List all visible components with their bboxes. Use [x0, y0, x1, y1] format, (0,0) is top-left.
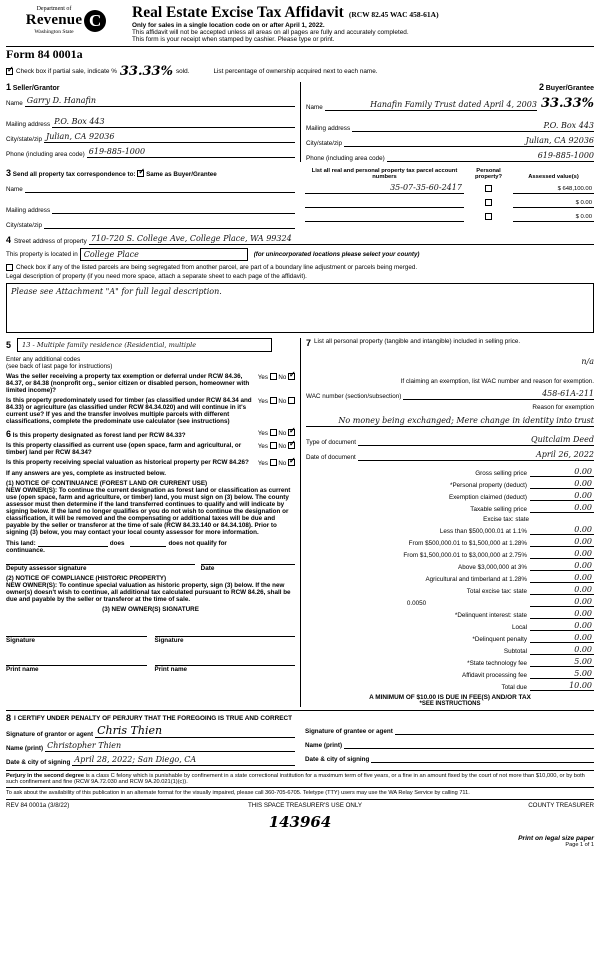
- header-sub1: Only for sales in a single location code on or after April 1, 2022.: [132, 22, 325, 29]
- current-use-question: Is this property classified as current use (open space, farm and agricultural, or timber) land per RCW 84.34?: [6, 442, 242, 456]
- stamp-number: 143964: [268, 813, 332, 831]
- grantee-date-value[interactable]: [371, 752, 594, 763]
- new-owner-signature-2[interactable]: Signature: [155, 623, 296, 644]
- doc-date-value[interactable]: April 26, 2022: [358, 450, 594, 461]
- personal-col-header: Personal property?: [474, 168, 503, 180]
- section-personal-property: [300, 338, 594, 707]
- not-qualify-label[interactable]: does not qualify for: [168, 540, 227, 547]
- personal-checkbox-1[interactable]: [464, 194, 513, 208]
- buyer-phone-label: Phone (including area code): [306, 155, 385, 162]
- section3-lead: Send all property tax correspondence to:: [12, 171, 136, 178]
- doc-type-label: Type of document: [306, 439, 357, 446]
- buyer-mailing-label: Mailing address: [306, 125, 351, 132]
- this-land-label: This land:: [6, 540, 36, 547]
- treasurer-use-label: THIS SPACE TREASURER'S USE ONLY: [248, 802, 362, 809]
- notice-continuance-title: (1) NOTICE OF CONTINUANCE (FOREST LAND OR CURRENT USE): [6, 480, 208, 487]
- timber-ag-answer[interactable]: Yes No: [258, 397, 295, 405]
- notice-compliance-title: (2) NOTICE OF COMPLIANCE (HISTORIC PROPERTY): [6, 575, 167, 582]
- rate-tier-0-value[interactable]: 0.00: [530, 525, 594, 535]
- parcel-col-header: List all real and personal property tax parcel account numbers: [311, 168, 458, 180]
- personal-checkbox-2[interactable]: [464, 208, 513, 222]
- total-excise-state-label: Total excise tax: state: [466, 588, 527, 595]
- delinquent-interest-state-value[interactable]: 0.00: [530, 609, 594, 619]
- dept-line1: Department of: [36, 6, 72, 12]
- section4-number: 4: [6, 235, 12, 245]
- personal-property-value[interactable]: n/a: [581, 357, 594, 366]
- see-instructions-note: *SEE INSTRUCTIONS: [419, 701, 481, 707]
- corr-mailing-value[interactable]: [52, 203, 295, 214]
- exemption-claimed-label: Exemption claimed (deduct): [448, 494, 527, 501]
- additional-codes-label: Enter any additional codes: [6, 356, 81, 363]
- header-sub2: This affidavit will not be accepted unless all areas on all pages are fully and accurately completed.: [132, 29, 409, 36]
- personal-property-deduct-label: *Personal property (deduct): [449, 482, 527, 489]
- page-number: Page 1 of 1: [565, 842, 594, 848]
- partial-sale-checkbox[interactable]: [6, 68, 13, 75]
- seller-phone-label: Phone (including area code): [6, 151, 85, 158]
- perjury-title: Perjury in the second degree: [6, 773, 85, 779]
- rate-tier-2-value[interactable]: 0.00: [530, 549, 594, 559]
- partial-sale-percent: 33.33%: [119, 64, 173, 79]
- parcel-number-2[interactable]: [305, 208, 464, 222]
- section-land-use: [6, 338, 300, 707]
- rate-tier-3-value[interactable]: 0.00: [530, 561, 594, 571]
- if-any-yes-note: If any answers are yes, complete as instructed below.: [6, 470, 167, 477]
- grantor-date-value[interactable]: April 28, 2022; San Diego, CA: [72, 755, 295, 766]
- perjury-notice: [6, 770, 594, 788]
- land-use-code[interactable]: 13 - Multiple family residence (Residential, multiple: [17, 338, 272, 352]
- new-owner-signature-title: (3) NEW OWNER(S) SIGNATURE: [102, 606, 199, 613]
- ada-notice: To ask about the availability of this publication in an alternate format for the visually impaired, please call 360-705-6705. Teletype (TTY) users may use the WA Relay Service by calling 711.: [6, 790, 470, 796]
- total-excise-state-value[interactable]: 0.00: [530, 585, 594, 595]
- grantor-signature-field[interactable]: [95, 724, 295, 738]
- legal-size-note: Print on legal size paper: [518, 835, 594, 842]
- corr-citystate-label: City/state/zip: [6, 222, 43, 229]
- form-number: Form 84 0001a: [6, 47, 83, 61]
- street-address-value[interactable]: 710-720 S. College Ave, College Place, WA 99324: [89, 234, 594, 245]
- deputy-assessor-date[interactable]: Date: [201, 564, 295, 572]
- same-as-buyer-checkbox[interactable]: [137, 170, 144, 177]
- current-use-answer[interactable]: Yes No ✓: [258, 442, 295, 450]
- dept-line3: Washington State: [34, 29, 74, 35]
- affidavit-processing-fee-value[interactable]: 5.00: [530, 669, 594, 679]
- rate-tier-2-label: From $1,500,000.01 to $3,000,000 at 2.75%: [403, 552, 527, 559]
- legal-description-value: Please see Attachment "A" for full legal description.: [11, 287, 222, 296]
- rate-tier-4-value[interactable]: 0.00: [530, 573, 594, 583]
- footer-bar: [6, 799, 594, 809]
- certify-statement: I CERTIFY UNDER PENALTY OF PERJURY THAT THE FOREGOING IS TRUE AND CORRECT: [14, 714, 293, 722]
- partial-sale-row: [6, 64, 594, 79]
- excise-tax-state-header: Excise tax: state: [483, 516, 529, 523]
- buyer-name-label: Name: [306, 104, 323, 111]
- gross-selling-price-label: Gross selling price: [475, 470, 527, 477]
- grantee-signature-label: Signature of grantee or agent: [305, 728, 393, 735]
- assessed-value-0[interactable]: $ 648,100.00: [513, 180, 594, 194]
- section5-number: 5: [6, 340, 12, 350]
- grantor-printname-value[interactable]: Christopher Thien: [45, 741, 295, 752]
- doc-date-label: Date of document: [306, 454, 356, 461]
- personal-property-deduct-value[interactable]: 0.00: [530, 479, 594, 489]
- historic-question: Is this property receiving special valuation as historical property per RCW 84.26?: [6, 459, 249, 466]
- minimum-due-note: A MINIMUM OF $10.00 IS DUE IN FEE(S) AND/OR TAX: [369, 694, 531, 701]
- section7-number: 7: [306, 338, 312, 348]
- assessed-col-header: Assessed value(s): [528, 174, 579, 180]
- table-row: [305, 194, 594, 208]
- section3-number: 3: [6, 168, 12, 178]
- rate-tier-0-label: Less than $500,000.01 at 1.1%: [439, 528, 527, 535]
- street-address-label: Street address of property: [14, 238, 87, 245]
- gross-selling-price-value[interactable]: 0.00: [530, 467, 594, 477]
- section-buyer: [300, 82, 594, 162]
- rate-tier-3-label: Above $3,000,000 at 3%: [458, 564, 527, 571]
- exemption-answer[interactable]: Yes No ✓: [258, 373, 295, 381]
- exemption-question: Was the seller receiving a property tax exemption or deferral under RCW 84.36, 84.37, or 84.38 (nonprofit org., senior citizen or disabled person, homeowner with limited income)?: [6, 373, 250, 394]
- corr-name-label: Name: [6, 186, 23, 193]
- total-due-value[interactable]: 10.00: [530, 681, 594, 691]
- header-sub3: This form is your receipt when stamped by cashier. Please type or print.: [132, 36, 335, 43]
- buyer-mailing-value[interactable]: P.O. Box 443: [352, 121, 594, 132]
- seller-citystate-value[interactable]: Julian, CA 92036: [44, 132, 295, 143]
- subtotal-value[interactable]: 0.00: [530, 645, 594, 655]
- buyer-citystate-label: City/state/zip: [306, 140, 343, 147]
- seller-mailing-value[interactable]: P.O. Box 443: [52, 117, 295, 128]
- section6-number: 6: [6, 429, 12, 439]
- notice-compliance-body: NEW OWNER(S): To continue special valuation as historic property, sign (3) below. If the new owner(s) doesn't wish to continue, all additional tax calculated pursuant to RCW 84.26, shall be due and payable by the seller or transferor at the time of sale.: [6, 582, 291, 603]
- section8-number: 8: [6, 713, 12, 723]
- seller-citystate-label: City/state/zip: [6, 136, 43, 143]
- subtotal-label: Subtotal: [503, 648, 527, 655]
- total-due-label: Total due: [501, 684, 527, 691]
- form-header: [6, 4, 594, 47]
- delinquent-interest-local-value[interactable]: 0.00: [530, 621, 594, 631]
- historic-answer[interactable]: Yes No ✓: [258, 459, 295, 467]
- assessed-value-1[interactable]: $ 0.00: [513, 194, 594, 208]
- taxable-selling-price-label: Taxable selling price: [470, 506, 527, 513]
- section7-title: List all personal property (tangible and intangible) included in selling price.: [314, 338, 521, 345]
- delinquent-interest-state-label: *Delinquent interest: state: [454, 612, 527, 619]
- forest-land-answer[interactable]: Yes No ✓: [258, 429, 295, 437]
- same-as-buyer-label: Same as Buyer/Grantee: [146, 171, 217, 178]
- buyer-name-value[interactable]: Hanafin Family Trust dated April 4, 2003: [325, 100, 537, 111]
- rate-tier-1-value[interactable]: 0.00: [530, 537, 594, 547]
- timber-ag-question: Is this property predominately used for timber (as classified under RCW 84.34 and 84.33) or agriculture (as classified under RCW 84.34.020) and will continue in it's current use? If yes and the transfer involves multiple parcels with different classifications, complete the predominate use calculator (see instructions): [6, 397, 252, 425]
- section2-title: Buyer/Grantee: [545, 85, 594, 92]
- dept-line2: Revenue: [25, 12, 83, 28]
- partial-sale-suffix: sold.: [175, 68, 190, 75]
- deputy-assessor-signature[interactable]: Deputy assessor signature: [6, 564, 195, 572]
- county-treasurer-label: COUNTY TREASURER: [528, 802, 594, 809]
- parcel-number-0[interactable]: 35-07-35-60-2417: [305, 180, 464, 194]
- located-in-label: This property is located in: [6, 251, 78, 258]
- segregate-label: Check box if any of the listed parcels are being segregated from another parcel, are part of a boundary line adjustment or parcels being merged.: [16, 264, 418, 271]
- buyer-percent: 33.33%: [540, 96, 594, 111]
- reason-exemption-value[interactable]: No money being exchanged; Mere change in identity into trust: [306, 416, 594, 427]
- delinquent-penalty-value[interactable]: 0.00: [530, 633, 594, 643]
- section-property-address: [6, 234, 594, 333]
- buyer-citystate-value[interactable]: Julian, CA 92036: [344, 136, 594, 147]
- forest-land-question: Is this property designated as forest land per RCW 84.33?: [12, 432, 186, 439]
- grantor-date-label: Date & city of signing: [6, 759, 71, 766]
- new-owner-printname-1[interactable]: Print name: [6, 652, 147, 673]
- section-correspondence: [6, 168, 300, 229]
- grantee-date-label: Date & city of signing: [305, 756, 370, 763]
- perjury-body: is a class C felony which is punishable by confinement in a state correctional institution for a maximum term of five years, or a fine in an amount fixed by the court of not more than $10,000, or by both such confinement and fine (RCW 9A.72.030 and RCW 9A.20.021(1)(c)).: [6, 773, 585, 785]
- delinquent-penalty-label: *Delinquent penalty: [472, 636, 527, 643]
- legal-description-box[interactable]: [6, 283, 594, 333]
- parcel-number-1[interactable]: [305, 194, 464, 208]
- state-technology-fee-label: *State technology fee: [467, 660, 527, 667]
- new-owner-signature-1[interactable]: Signature: [6, 623, 147, 644]
- personal-checkbox-0[interactable]: [464, 180, 513, 194]
- rcw-reference: (RCW 82.45 WAC 458-61A): [348, 10, 439, 19]
- dor-seal-icon: C: [84, 10, 106, 32]
- segregate-checkbox[interactable]: [6, 264, 13, 271]
- buyer-phone-value[interactable]: 619-885-1000: [387, 151, 594, 162]
- located-in-hint: (for unincorporated locations please select your county): [253, 251, 420, 258]
- exemption-intro: If claiming an exemption, list WAC number and reason for exemption.: [400, 378, 594, 385]
- affidavit-processing-fee-label: Affidavit processing fee: [462, 672, 527, 679]
- grantee-printname-value[interactable]: [344, 738, 594, 749]
- reason-exemption-label: Reason for exemption: [532, 404, 594, 411]
- notice-continuance-body: NEW OWNER(S): To continue the current designation as forest land or classification as current use (open space, farm and agriculture, or timber) land, you must sign on (3) below. The county assessor must then determine if the land transferred continues to qualify and will indicate by signing below. If the land no longer qualifies or you do not wish to continue the designation or classification, it will be removed and the compensating or additional taxes will be due and payable by the seller or transferor at the time of sale (RCW 84.33.140 or 84.34.108). Prior to signing (3) below, you may contact your local county assessor for more information.: [6, 487, 291, 536]
- section-seller: [6, 82, 300, 162]
- corr-mailing-label: Mailing address: [6, 207, 51, 214]
- local-rate-value: 0.0050: [406, 600, 427, 607]
- table-row: [305, 180, 594, 194]
- section-certification: [6, 710, 594, 766]
- exemption-claimed-value[interactable]: 0.00: [530, 491, 594, 501]
- wac-number-value[interactable]: 458-61A-211: [403, 389, 594, 400]
- grantor-printname-label: Name (print): [6, 745, 44, 752]
- parcel-table: [305, 168, 594, 222]
- wac-number-label: WAC number (section/subsection): [306, 393, 402, 400]
- table-row: [305, 208, 594, 222]
- corr-citystate-value[interactable]: [44, 218, 295, 229]
- section1-number: 1: [6, 82, 12, 92]
- grantor-signature-value: Chris Thien: [97, 724, 163, 737]
- partial-sale-label: Check box if partial sale, indicate %: [16, 68, 117, 75]
- partial-sale-note: List percentage of ownership acquired next to each name.: [213, 68, 378, 75]
- state-technology-fee-value[interactable]: 5.00: [530, 657, 594, 667]
- department-logo: [6, 4, 126, 35]
- delinquent-interest-local-label: Local: [511, 624, 527, 631]
- section2-number: 2: [538, 82, 544, 92]
- page-title: Real Estate Excise Tax Affidavit: [132, 4, 344, 21]
- corr-name-value[interactable]: [25, 182, 295, 193]
- additional-codes-hint: (see back of last page for instructions): [6, 363, 113, 370]
- doc-type-value[interactable]: Quitclaim Deed: [358, 435, 594, 446]
- grantee-printname-label: Name (print): [305, 742, 343, 749]
- located-in-select[interactable]: College Place: [80, 248, 248, 261]
- assessed-value-2[interactable]: $ 0.00: [513, 208, 594, 222]
- local-tax-value[interactable]: 0.00: [530, 597, 594, 607]
- grantor-signature-label: Signature of grantor or agent: [6, 731, 94, 738]
- revision-code: REV 84 0001a (3/8/22): [6, 802, 70, 809]
- new-owner-printname-2[interactable]: Print name: [155, 652, 296, 673]
- continuance-label: continuance.: [6, 547, 45, 554]
- rate-tier-1-label: From $500,000.01 to $1,500,000 at 1.28%: [408, 540, 527, 547]
- seller-name-label: Name: [6, 100, 23, 107]
- grantee-signature-field[interactable]: [395, 724, 594, 735]
- seller-phone-value[interactable]: 619-885-1000: [87, 147, 295, 158]
- parcel-table-wrap: [300, 168, 594, 229]
- does-label[interactable]: does: [109, 540, 125, 547]
- taxable-selling-price-value[interactable]: 0.00: [530, 503, 594, 513]
- rate-tier-4-label: Agricultural and timberland at 1.28%: [425, 576, 527, 583]
- legal-description-label: Legal description of property (if you need more space, attach a separate sheet to each page of the affidavit).: [6, 273, 307, 280]
- seller-mailing-label: Mailing address: [6, 121, 51, 128]
- seller-name-value[interactable]: Garry D. Hanafin: [25, 96, 295, 107]
- section1-title: Seller/Grantor: [12, 85, 60, 92]
